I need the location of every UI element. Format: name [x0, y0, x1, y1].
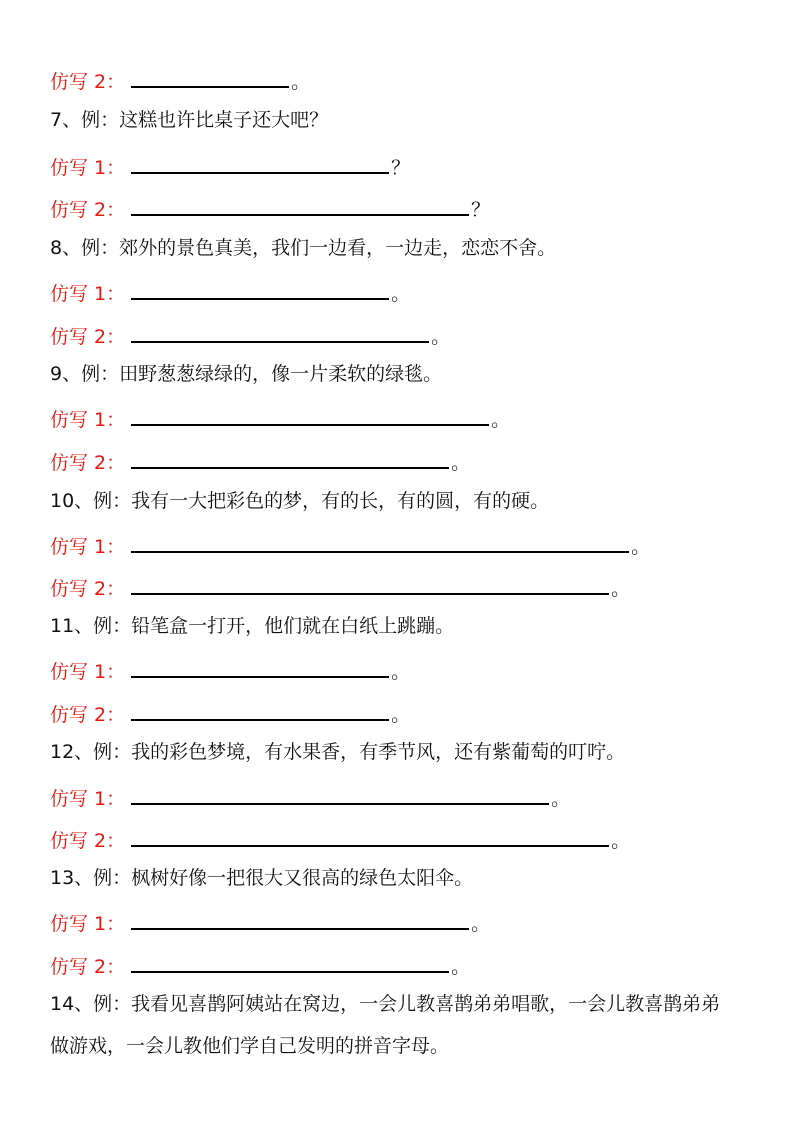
copy-label: 仿写 1： [50, 913, 126, 935]
end-punctuation: 。 [391, 704, 411, 726]
end-punctuation: 。 [431, 326, 451, 348]
copy-line [50, 573, 630, 601]
example-sentence: 8、例：郊外的景色真美，我们一边看，一边走，恋恋不舍。 [50, 237, 557, 259]
answer-blank[interactable] [131, 825, 609, 847]
copy-line [50, 825, 630, 853]
answer-blank[interactable] [131, 908, 469, 930]
example-sentence: 7、例：这糕也许比桌子还大吧？ [50, 109, 329, 131]
end-punctuation: 。 [611, 578, 631, 600]
copy-label: 仿写 1： [50, 157, 126, 179]
answer-blank[interactable] [131, 278, 389, 300]
answer-blank[interactable] [131, 321, 429, 343]
copy-label: 仿写 2： [50, 704, 126, 726]
copy-label: 仿写 2： [50, 578, 126, 600]
end-punctuation: 。 [391, 661, 411, 683]
end-punctuation: 。 [611, 830, 631, 852]
example-sentence: 10、例：我有一大把彩色的梦，有的长，有的圆，有的硬。 [50, 490, 550, 512]
copy-line [50, 66, 310, 94]
end-punctuation: 。 [391, 283, 411, 305]
copy-label: 仿写 2： [50, 326, 126, 348]
copy-line [50, 152, 410, 180]
copy-label: 仿写 1： [50, 409, 126, 431]
copy-line [50, 404, 510, 432]
copy-label: 仿写 2： [50, 956, 126, 978]
example-sentence: 13、例：枫树好像一把很大又很高的绿色太阳伞。 [50, 867, 474, 889]
copy-line [50, 194, 490, 222]
copy-line [50, 699, 410, 727]
answer-blank[interactable] [131, 531, 629, 553]
answer-blank[interactable] [131, 152, 389, 174]
copy-line [50, 531, 650, 559]
copy-label: 仿写 1： [50, 283, 126, 305]
end-punctuation: ？ [391, 157, 411, 179]
copy-line [50, 447, 470, 475]
example-sentence: 11、例：铅笔盒一打开，他们就在白纸上跳蹦。 [50, 615, 455, 637]
example-sentence-continued: 做游戏，一会儿教他们学自己发明的拼音字母。 [50, 1035, 450, 1057]
end-punctuation: 。 [451, 956, 471, 978]
answer-blank[interactable] [131, 656, 389, 678]
example-sentence: 9、例：田野葱葱绿绿的，像一片柔软的绿毯。 [50, 363, 443, 385]
copy-line [50, 278, 410, 306]
copy-label: 仿写 1： [50, 788, 126, 810]
answer-blank[interactable] [131, 573, 609, 595]
copy-line [50, 321, 450, 349]
copy-label: 仿写 2： [50, 71, 126, 93]
copy-line [50, 783, 570, 811]
answer-blank[interactable] [131, 699, 389, 721]
answer-blank[interactable] [131, 447, 449, 469]
end-punctuation: ？ [471, 199, 491, 221]
end-punctuation: 。 [551, 788, 571, 810]
copy-line [50, 951, 470, 979]
copy-line [50, 908, 490, 936]
end-punctuation: 。 [631, 536, 651, 558]
answer-blank[interactable] [131, 951, 449, 973]
copy-label: 仿写 2： [50, 452, 126, 474]
copy-label: 仿写 2： [50, 199, 126, 221]
end-punctuation: 。 [291, 71, 311, 93]
answer-blank[interactable] [131, 66, 289, 88]
end-punctuation: 。 [491, 409, 511, 431]
example-sentence: 12、例：我的彩色梦境，有水果香，有季节风，还有紫葡萄的叮咛。 [50, 741, 626, 763]
example-sentence: 14、例：我看见喜鹊阿姨站在窝边，一会儿教喜鹊弟弟唱歌，一会儿教喜鹊弟弟 [50, 993, 721, 1015]
answer-blank[interactable] [131, 404, 489, 426]
answer-blank[interactable] [131, 194, 469, 216]
copy-label: 仿写 1： [50, 661, 126, 683]
copy-label: 仿写 2： [50, 830, 126, 852]
end-punctuation: 。 [451, 452, 471, 474]
copy-label: 仿写 1： [50, 536, 126, 558]
end-punctuation: 。 [471, 913, 491, 935]
answer-blank[interactable] [131, 783, 549, 805]
copy-line [50, 656, 410, 684]
